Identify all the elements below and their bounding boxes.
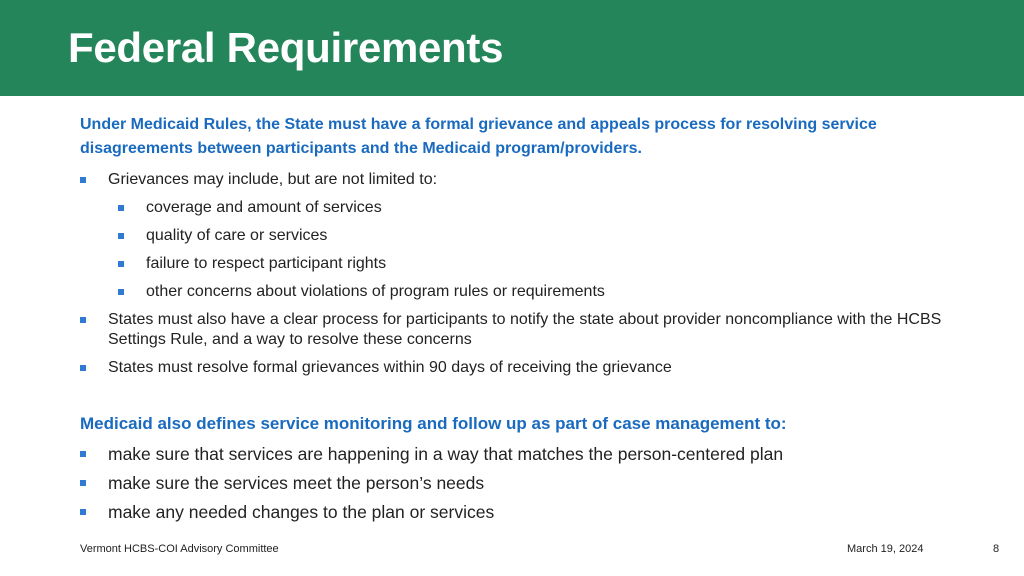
- bullet-item: States must resolve formal grievances within 90 days of receiving the grievance: [80, 358, 672, 378]
- bullet-item: make sure that services are happening in a way that matches the person-centered plan: [80, 443, 783, 465]
- square-bullet-icon: [118, 205, 124, 211]
- footer-date: March 19, 2024: [847, 543, 924, 555]
- square-bullet-icon: [80, 509, 86, 515]
- sub-bullet-item: quality of care or services: [118, 226, 327, 246]
- square-bullet-icon: [80, 365, 86, 371]
- section1-heading: Under Medicaid Rules, the State must have a formal grievance and appeals process for resolving service disagreements between participants and the Medicaid program/providers.: [80, 116, 877, 157]
- sub-bullet-item: failure to respect participant rights: [118, 254, 386, 274]
- square-bullet-icon: [80, 177, 86, 183]
- square-bullet-icon: [118, 233, 124, 239]
- slide-title: Federal Requirements: [68, 24, 504, 71]
- title-bar: [0, 0, 1024, 96]
- bullet-item: make sure the services meet the person’s needs: [80, 472, 484, 494]
- bullet-item: Grievances may include, but are not limited to:: [80, 170, 437, 190]
- sub-bullet-item: other concerns about violations of program rules or requirements: [118, 282, 605, 302]
- square-bullet-icon: [80, 317, 86, 323]
- bullet-item: make any needed changes to the plan or services: [80, 501, 494, 523]
- square-bullet-icon: [80, 451, 86, 457]
- footer-organization: Vermont HCBS-COI Advisory Committee: [80, 543, 279, 555]
- sub-bullet-item: coverage and amount of services: [118, 198, 382, 218]
- square-bullet-icon: [118, 261, 124, 267]
- section2-heading: Medicaid also defines service monitoring and follow up as part of case management to:: [80, 414, 787, 433]
- square-bullet-icon: [80, 480, 86, 486]
- square-bullet-icon: [118, 289, 124, 295]
- page-number: 8: [993, 543, 1000, 555]
- bullet-item: States must also have a clear process for participants to notify the state about provider noncompliance with the HCBS Settings Rule, and a way to resolve these concerns: [80, 310, 948, 350]
